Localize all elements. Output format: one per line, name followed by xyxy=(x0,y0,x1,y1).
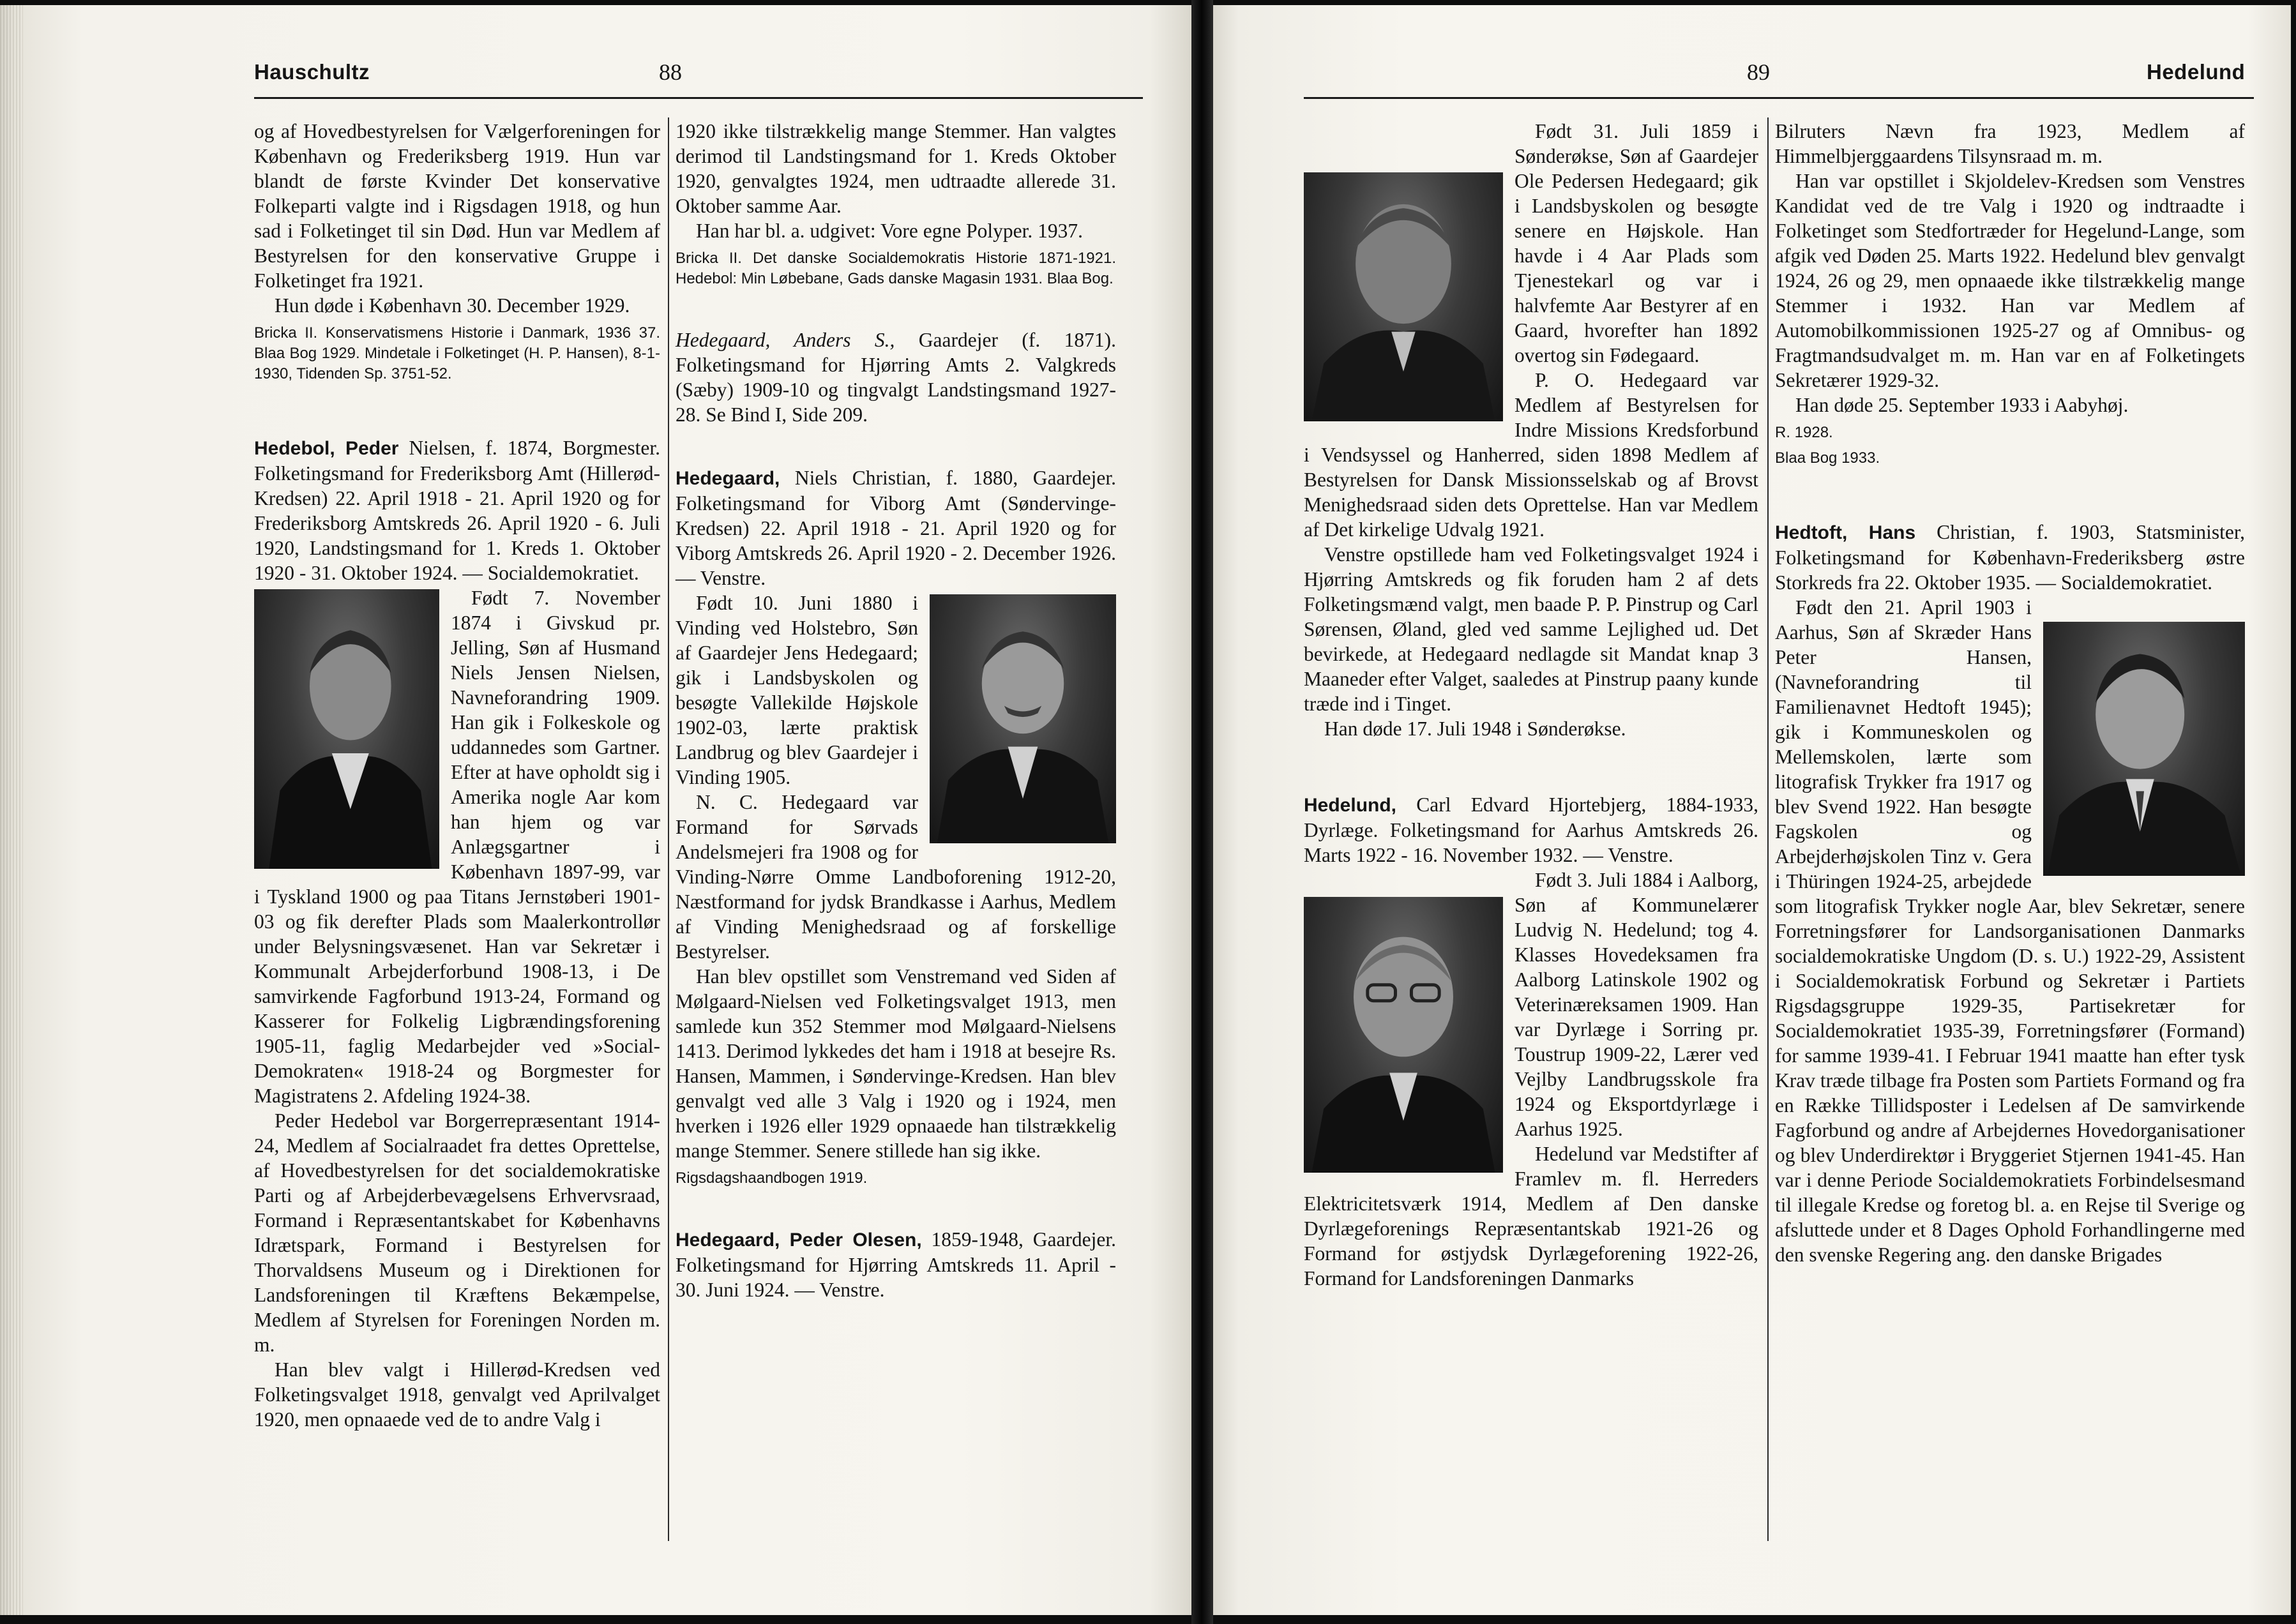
paragraph: Han blev valgt i Hillerød-Kredsen ved Folketingsvalget 1918, genvalgt ved Aprilvalget 1920, men opnaaede ved de to andre Valg i xyxy=(254,1358,660,1431)
portrait-hedelund xyxy=(1304,897,1503,1173)
reference-note: Rigsdagshaandbogen 1919. xyxy=(676,1169,868,1187)
header-rule-right xyxy=(1304,97,2254,99)
page-number-right: 89 xyxy=(1747,59,1770,85)
running-head-right: Hedelund xyxy=(2147,60,2246,84)
paragraph: Født 3. Juli 1884 i Aalborg, Søn af Kommunelærer Ludvig N. Hedelund; tog 4. Klasses Hovedeksamen fra Aalborg Latinskole 1902 og Veterinæreksamen 1909. Han var Dyrlæge i Sorring pr. Toustrup 1909-22, Lærer ved Vejlby Landbrugsskole fra 1924 og Eksportdyrlæge i Aarhus 1925. xyxy=(1514,869,1758,1140)
paragraph: Bilruters Nævn fra 1923, Medlem af Himmelbjerggaardens Tilsynsraad m. m. xyxy=(1775,120,2245,167)
portrait-hedegaard-po xyxy=(1304,172,1503,421)
entry-heading xyxy=(676,327,1116,427)
paragraph: Peder Hedebol var Borgerrepræsentant 1914-24, Medlem af Socialraadet fra dettes Oprettelse, af Hovedbestyrelsen for det socialdemokratiske Parti og af Arbejderbevægelsens Erhvervsraad, Formand i Repræsentantskabet for Københavns Idrætspark, Formand i Bestyrelsen for Thorvaldsens Museum og i Direktionen for Landsforeningen til Kræftens Bekæmpelse, Medlem af Styrelsen for Foreningen Norden m. m. xyxy=(254,1109,660,1356)
right-page xyxy=(1213,5,2291,1615)
entry-heading xyxy=(1304,792,1758,868)
portrait-hedegaard-nc xyxy=(930,594,1116,843)
right-page-column-1 xyxy=(1304,119,1758,1291)
portrait-hedtoft xyxy=(2043,622,2245,876)
paragraph: Han har bl. a. udgivet: Vore egne Polyper. 1937. xyxy=(696,220,1083,242)
entry-intro: Christian, f. 1903, Statsminister, Folketingsmand for København-Frederiksberg østre Storkreds fra 22. Oktober 1935. — Socialdemokratiet. xyxy=(1775,521,2245,594)
entry-text: 1859-1948, Gaardejer. Folketingsmand for Hjørring Amtskreds 11. April - 30. Juni 1924. — Venstre. xyxy=(676,1228,1117,1301)
entry-heading xyxy=(676,1227,1116,1302)
right-page-column-2 xyxy=(1775,119,2245,1267)
entry-name: Hedebol, Peder xyxy=(254,438,399,459)
entry-intro: Nielsen, f. 1874, Borgmester. Folketingsmand for Frederiksborg Amt (Hillerød-Kredsen) 22. April 1918 - 21. April 1920 og for Frederiksborg Amtskreds 26. April 1920 - 6. Juli 1920, Landstingsmand for 1. Kreds 1. Oktober 1920 - 31. Oktober 1924. — Socialdemokratiet. xyxy=(254,437,660,584)
portrait-hedebol xyxy=(254,589,439,869)
paragraph: P. O. Hedegaard var Medlem af Bestyrelsen for Indre Missions Kredsforbund i Vendsyssel og Hanherred, siden 1898 Medlem af Bestyrelsen for Dansk Missionsselskab og af Brovst Menighedsraad siden dets Oprettelse. Han var Medlem af Det kirkelige Udvalg 1921. xyxy=(1304,369,1758,541)
left-page xyxy=(0,5,1191,1615)
entry-name: Hedegaard, Anders S., xyxy=(676,329,895,351)
column-rule-left xyxy=(668,117,669,1541)
paragraph: N. C. Hedegaard var Formand for Sørvads Andelsmejeri fra 1908 og for Vinding-Nørre Omme Landboforening 1912-20, Næstformand for jydsk Brandkasse i Aarhus, Medlem af Vinding Menighedsraad og af forskellige Bestyrelser. xyxy=(676,791,1116,963)
reference-note: Blaa Bog 1933. xyxy=(1775,449,1880,467)
entry-name: Hedtoft, Hans xyxy=(1775,522,1916,543)
paragraph: Født den 21. April 1903 i Aarhus, Søn af Skræder Hans Peter Hansen, (Navneforandring til Familienavnet Hedtoft 1945); gik i Kommuneskolen og Mellemskolen, lærte som litografisk Trykker fra 1917 og blev Svend 1922. Han besøgte Fagskolen og Arbejderhøjskolen Tinz v. Gera i Thüringen 1924-25, arbejdede som litografisk Trykker nogle Aar, blev Sekretær, senere Forretningsfører for Landsorganisationen Danmarks socialdemokratiske Ungdom (D. s. U.) 1922-29, Assistent i Socialdemokratisk Forbund og Sekretær i Partiets Rigsdagsgruppe 1929-35, Partisekretær for Socialdemokratiet 1935-39, Forretningsfører (Formand) for samme 1939-41. I Februar 1941 maatte han efter tysk Krav træde tilbage fra Posten som Partiets Formand og fra en Række Tillidsposter i Ledelsen af De samvirkende Fagforbund og andre af Arbejdernes Hovedorganisationer og blev Underdirektør i Bryggeriet Stjernen 1941-45. Han var i denne Periode Socialdemokratiets Forbindelsesmand til illegale Kredse og foretog bl. a. en Rejse til Sverige og afsluttede under et 8 Dages Ophold Forhandlingerne med den svenske Regering ang. den danske Brigades xyxy=(1775,596,2245,1266)
left-page-column-1 xyxy=(254,119,660,1432)
paragraph: Han døde 17. Juli 1948 i Sønderøkse. xyxy=(1324,718,1626,740)
entry-intro: Niels Christian, f. 1880, Gaardejer. Folketingsmand for Viborg Amt (Søndervinge-Kredsen) 22. April 1918 - 21. April 1920 og for Viborg Amtskreds 26. April 1920 - 2. December 1926. — Venstre. xyxy=(676,467,1116,589)
reference-note: Bricka II. Det danske Socialdemokratis Historie 1871-1921. Hedebol: Min Løbebane, Gads danske Magasin 1931. Blaa Bog. xyxy=(676,250,1116,287)
entry-text: Gaardejer (f. 1871). Folketingsmand for Hjørring Amts 2. Valgkreds (Sæby) 1909-10 og tingvalgt Landstingsmand 1927-28. Se Bind I, Side 209. xyxy=(676,329,1116,426)
left-page-column-2 xyxy=(676,119,1116,1302)
column-rule-right xyxy=(1767,117,1769,1541)
entry-name: Hedegaard, xyxy=(676,468,780,489)
entry-name: Hedelund, xyxy=(1304,795,1397,816)
entry-name: Hedegaard, Peder Olesen, xyxy=(676,1229,922,1251)
paragraph: Hun døde i København 30. December 1929. xyxy=(275,294,630,317)
page-edge-stack xyxy=(0,5,23,1615)
reference-note: R. 1928. xyxy=(1775,424,1833,441)
paragraph: Venstre opstillede ham ved Folketingsvalget 1924 i Hjørring Amtskreds og fik foruden ham 2 af dets Folketingsmænd valgt, men baade P. P. Pinstrup og Carl Sørensen, Øland, gled ved samme Lejlighed ud. Det bevirkede, at Hedegaard nedlagde sit Mandat knap 3 Maaneder efter Valget, saaledes at Pinstrup paany kunde træde ind i Tinget. xyxy=(1304,543,1758,715)
entry-heading xyxy=(254,435,660,585)
book-gutter xyxy=(1191,0,1213,1624)
entry-heading xyxy=(676,465,1116,590)
paragraph: Født 7. November 1874 i Givskud pr. Jelling, Søn af Husmand Niels Jensen Nielsen, Navneforandring 1909. Han gik i Folkeskole og uddannedes som Gartner. Efter at have opholdt sig i Amerika nogle Aar kom han hjem og var Anlægsgartner i København 1897-99, var i Tyskland 1900 og paa Titans Jernstøberi 1901-03 og fik derefter Plads som Maalerkontrollør under Belysningsvæsenet. Han var Sekretær i Kommunalt Arbejderforbund 1908-13, i De samvirkende Fagforbund 1913-24, Formand og Kasserer for Folkelig Ligbrændingsforening 1905-11, faglig Medarbejder ved »Social-Demokraten« 1918-24 og Borgmester for Magistratens 2. Afdeling 1924-38. xyxy=(254,587,660,1107)
paragraph: Han døde 25. September 1933 i Aabyhøj. xyxy=(1795,394,2129,416)
paragraph: Hedelund var Medstifter af Framlev m. fl. Herreders Elektricitetsværk 1914, Medlem af Den danske Dyrlægeforenings Repræsentantskab 1921-26 og Formand for østjydsk Dyrlægeforening 1922-26, Formand for Landsforeningen Danmarks xyxy=(1304,1143,1758,1289)
paragraph: Han var opstillet i Skjoldelev-Kredsen som Venstres Kandidat ved de tre Valg i 1920 og indtraadte i Folketinget som Stedfortræder for Hegelund-Lange, som afgik ved Døden 25. Marts 1922. Hedelund blev genvalgt 1924, 26 og 29, men opnaaede ikke tilstrækkelig mange Stemmer i 1932. Han var Medlem af Automobilkommissionen 1925-27 og af Omnibus- og Fragtmandsudvalget m. m. Han var en af Folketingets Sekretærer 1929-32. xyxy=(1775,170,2245,391)
page-number-left: 88 xyxy=(659,59,682,85)
paragraph: Født 31. Juli 1859 i Sønderøkse, Søn af Gaardejer Ole Pedersen Hedegaard; gik i Landsbyskolen og besøgte senere en Højskole. Han havde i 4 Aar Plads som Tjenestekarl og var i halvfemte Aar Bestyrer af en Gaard, hvorefter han 1892 overtog sin Fødegaard. xyxy=(1514,120,1758,366)
paragraph: Han blev opstillet som Venstremand ved Siden af Mølgaard-Nielsen ved Folketingsvalget 1913, men samlede kun 352 Stemmer mod Mølgaard-Nielsens 1413. Derimod lykkedes det ham i 1918 at besejre Rs. Hansen, Mammen, i Søndervinge-Kredsen. Han blev genvalgt ved alle 3 Valg i 1920 og i 1924, men hverken i 1926 eller 1929 opnaaede han tilstrækkelig mange Stemmer. Senere stillede han sig ikke. xyxy=(676,965,1116,1162)
entry-heading xyxy=(1775,520,2245,595)
running-head-left: Hauschultz xyxy=(254,60,370,84)
paragraph: Født 10. Juni 1880 i Vinding ved Holstebro, Søn af Gaardejer Jens Hedegaard; gik i Landsbyskolen og besøgte Vallekilde Højskole 1902-03, lærte praktisk Landbrug og blev Gaardejer i Vinding 1905. xyxy=(676,592,918,788)
header-rule-left xyxy=(254,97,1143,99)
paragraph: og af Hovedbestyrelsen for Vælgerforeningen for København og Frederiksberg 1919. Hun var blandt de første Kvinder Det konservative Folkeparti valgte ind i Rigsdagen 1918, og hun sad i Folketinget til sin Død. Hun var Medlem af Bestyrelsen for den konservative Gruppe i Folketinget fra 1921. xyxy=(254,120,660,292)
reference-note: Bricka II. Konservatismens Historie i Danmark, 1936 37. Blaa Bog 1929. Mindetale i Folketinget (H. P. Hansen), 8-1-1930, Tidenden Sp. 3751-52. xyxy=(254,324,660,382)
entry-intro: Carl Edvard Hjortebjerg, 1884-1933, Dyrlæge. Folketingsmand for Aarhus Amtskreds 26. Marts 1922 - 16. November 1932. — Venstre. xyxy=(1304,793,1758,866)
paragraph: 1920 ikke tilstrækkelig mange Stemmer. Han valgtes derimod til Landstingsmand for 1. Kreds Oktober 1920, genvalgtes 1924, men udtraadte allerede 31. Oktober samme Aar. xyxy=(676,120,1116,217)
